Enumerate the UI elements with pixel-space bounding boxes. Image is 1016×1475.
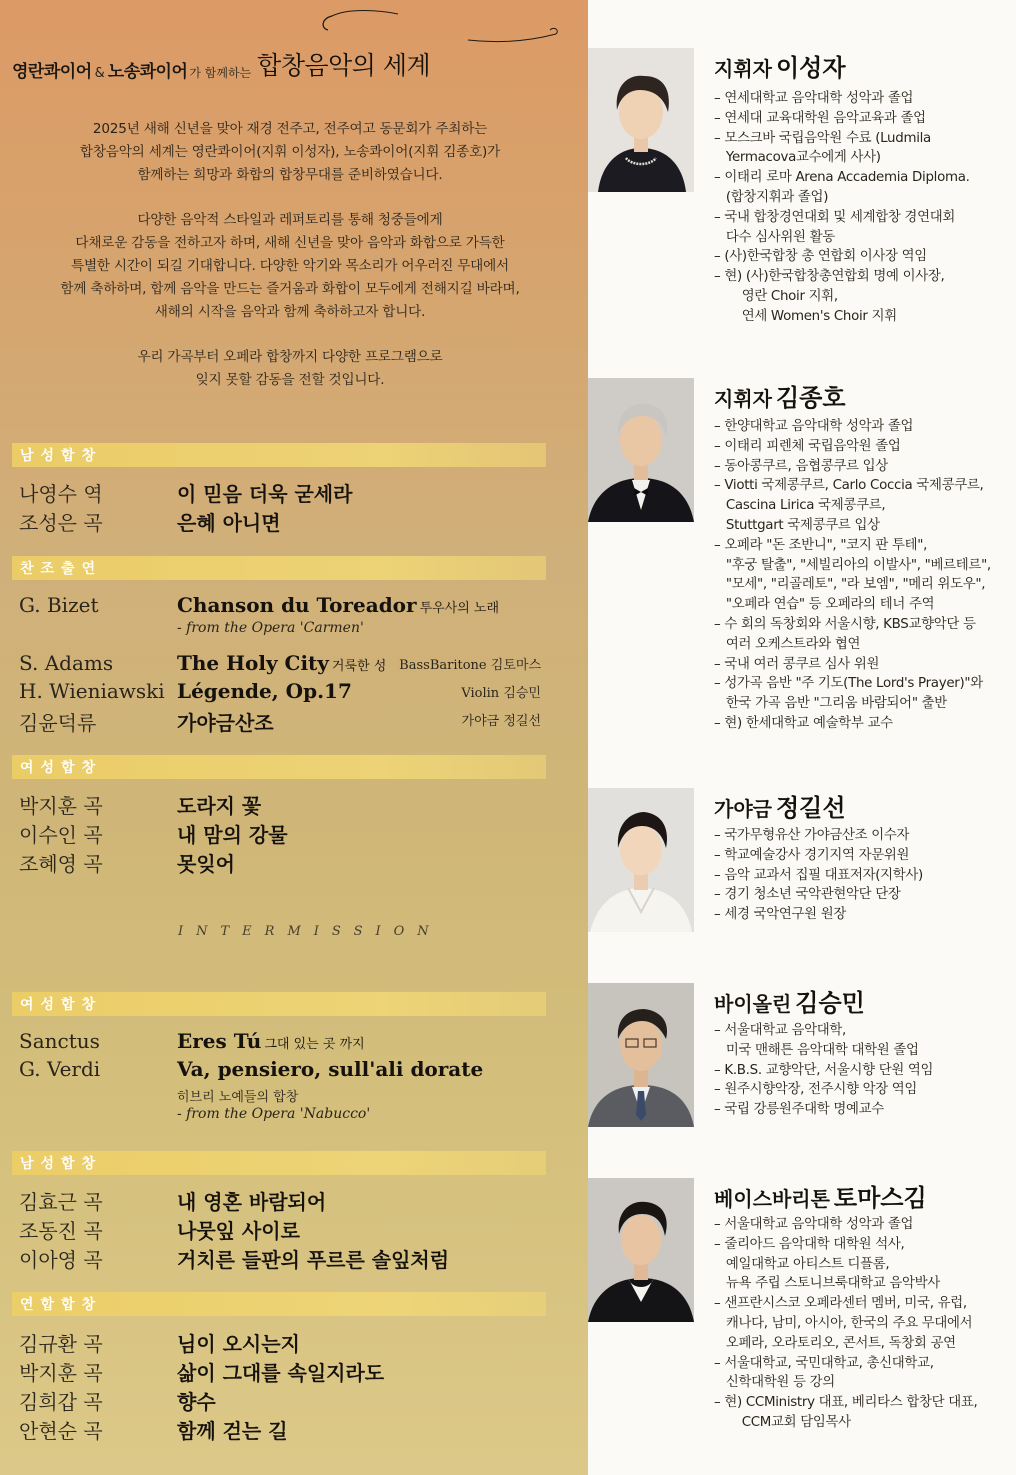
composer: 조성은 곡 <box>19 511 103 535</box>
composer: 김규환 곡 <box>19 1332 103 1356</box>
bio-name: 토마스김 <box>833 1184 927 1212</box>
composer: G. Bizet <box>19 593 99 617</box>
bio-item: – 이태리 로마 Arena Accademia Diploma. <box>714 170 970 186</box>
portrait-photo <box>588 983 694 1127</box>
work-title: 못잊어 <box>177 852 235 876</box>
bio-item: 신학대학원 등 강의 <box>714 1375 835 1391</box>
section-header-joint-choir <box>12 1292 546 1316</box>
bio-item: 예일대학교 아티스트 디플롬, <box>714 1256 890 1272</box>
composer: 김윤덕류 <box>19 711 97 735</box>
bio-item: – 연세대 교육대학원 음악교육과 졸업 <box>714 110 926 126</box>
bio-item: 영란 Choir 지휘, <box>714 288 838 304</box>
ampersand: & <box>94 66 105 81</box>
program-row <box>19 707 559 737</box>
work-title: 이 믿음 더욱 굳세라 <box>177 482 353 506</box>
section-header-guest-performers <box>12 556 546 580</box>
work-title-text: The Holy City <box>177 651 329 675</box>
work-title: 삶이 그대를 속일지라도 <box>177 1361 385 1385</box>
opera-source-note: - from the Opera 'Carmen' <box>177 620 364 636</box>
bio-item: – 국내 합창경연대회 및 세계합창 경연대회 <box>714 209 955 225</box>
composer: 김희갑 곡 <box>19 1390 103 1414</box>
intro-line: 다채로운 감동을 전하고자 하며, 새해 신년을 맞아 음악과 화합으로 가득한 <box>75 235 505 251</box>
section-header-female-choir <box>12 755 546 779</box>
program-row <box>19 848 559 878</box>
composer: 박지훈 곡 <box>19 1361 103 1385</box>
work-title: 내 영혼 바람되어 <box>177 1190 327 1214</box>
bio-item: – 수 회의 독창회와 서울시향, KBS교향악단 등 <box>714 616 976 632</box>
bio-item: – 샌프란시스코 오페라센터 멤버, 미국, 유럽, <box>714 1296 967 1312</box>
bio-item: (합창지휘과 졸업) <box>714 189 829 205</box>
performer-part: Violin <box>461 686 500 701</box>
program-row <box>19 1357 559 1387</box>
composer: Sanctus <box>19 1029 100 1053</box>
bio-item: 캐나다, 남미, 아시아, 한국의 주요 무대에서 <box>714 1315 973 1331</box>
bio-item: – 오페라 "돈 조반니", "코지 판 투테", <box>714 537 928 553</box>
intro-line: 함께 축하하며, 합께 음악을 만드는 즐거움과 화합이 모두에게 전해지길 바라며, <box>60 281 520 297</box>
work-subtitle: 투우사의 노래 <box>419 601 500 616</box>
bio-list <box>714 1215 977 1433</box>
composer: H. Wieniawski <box>19 679 165 703</box>
bio-item: – 학교예술강사 경기지역 자문위원 <box>714 847 910 863</box>
portrait-photo <box>588 378 694 522</box>
bio-item: – 국립 강릉원주대학 명예교수 <box>714 1102 884 1118</box>
composer: 김효근 곡 <box>19 1190 103 1214</box>
bio-item: – 이태리 피렌체 국립음악원 졸업 <box>714 438 901 454</box>
bio-item: – 음악 교과서 집필 대표저자(지학사) <box>714 867 923 883</box>
bio-item: Yermacova교수에게 사사) <box>714 150 881 166</box>
portrait-photo <box>588 788 694 932</box>
bio-item: – 경기 청소년 국악관현악단 단장 <box>714 887 901 903</box>
work-title <box>177 593 499 617</box>
bio-item: – 모스크바 국립음악원 수료 (Ludmila <box>714 130 931 146</box>
bio-item: – 서울대학교 음악대학, <box>714 1023 846 1038</box>
bio-heading <box>714 983 865 1018</box>
bio-item: – 한양대학교 음악대학 성악과 졸업 <box>714 419 914 434</box>
intro-line: 새해의 시작을 음악과 함께 축하하고자 합니다. <box>154 304 426 320</box>
bio-item: – 성가곡 음반 "주 기도(The Lord's Prayer)"와 <box>714 676 983 692</box>
program-row <box>19 1215 559 1245</box>
paragraph-gap <box>10 187 570 209</box>
work-title: 거치른 들판의 푸르른 솔잎처럼 <box>177 1248 450 1272</box>
section-label: 남성합창 <box>20 448 103 464</box>
intermission-label: INTERMISSION <box>178 924 442 939</box>
work-title: 함께 걷는 길 <box>177 1419 288 1443</box>
composer: 조동진 곡 <box>19 1219 103 1243</box>
bio-item: – K.B.S. 교향악단, 서울시향 단원 역임 <box>714 1062 934 1078</box>
program-row <box>19 1029 559 1059</box>
work-title: 님이 오시는지 <box>177 1332 300 1356</box>
bio-item: "모세", "리골레토", "라 보엠", "메리 위도우", <box>714 577 986 593</box>
bio-item: 여러 오케스트라와 협연 <box>714 636 861 652</box>
intro-line: 우리 가곡부터 오페라 합창까지 다양한 프로그램으로 <box>137 349 443 365</box>
intro-line: 다양한 음악적 스타일과 레퍼토리를 통해 청중들에게 <box>137 212 443 228</box>
composer: 박지훈 곡 <box>19 794 103 818</box>
section-header-male-choir-2 <box>12 1151 546 1175</box>
intro-line: 2025년 새해 신년을 맞아 재경 전주고, 전주여고 동문회가 주최하는 <box>92 121 488 137</box>
intro-line: 잊지 못할 감동을 전할 것입니다. <box>195 372 385 388</box>
program-row <box>19 593 559 623</box>
opera-source-note: - from the Opera 'Nabucco' <box>177 1106 371 1122</box>
bio-item: – 연세대학교 음악대학 성악과 졸업 <box>714 91 914 106</box>
program-row <box>19 507 559 537</box>
bio-item: 다수 심사위원 활동 <box>714 229 835 245</box>
composer: 안현순 곡 <box>19 1419 103 1443</box>
work-title: 은혜 아니면 <box>177 511 281 535</box>
bio-role: 지휘자 <box>714 387 772 411</box>
work-title <box>177 1029 365 1053</box>
composer: 조혜영 곡 <box>19 852 103 876</box>
program-row <box>19 1186 559 1216</box>
section-header-male-choir <box>12 443 546 467</box>
bio-item: – 서울대학교, 국민대학교, 총신대학교, <box>714 1355 934 1371</box>
portrait-photo <box>588 48 694 192</box>
program-row <box>19 478 559 508</box>
section-label: 남성합창 <box>20 1156 103 1172</box>
composer: 이수인 곡 <box>19 823 103 847</box>
section-label: 연합합창 <box>20 1297 103 1313</box>
paragraph-gap <box>10 324 570 346</box>
program-row <box>19 1057 559 1087</box>
program-row <box>19 679 559 709</box>
work-title <box>177 651 386 675</box>
performer <box>461 682 541 701</box>
composer: 나영수 역 <box>19 482 103 506</box>
program-row <box>19 790 559 820</box>
bio-item: – 현) (사)한국합창총연합회 명예 이사장, <box>714 269 945 285</box>
work-title-text: Eres Tú <box>177 1029 262 1053</box>
title-joiner: 가 함께하는 <box>189 66 252 80</box>
section-header-female-choir-2 <box>12 992 546 1016</box>
work-title: Va, pensiero, sull'ali dorate <box>177 1057 484 1081</box>
bio-item: – 서울대학교 음악대학 성악과 졸업 <box>714 1217 914 1232</box>
bio-item: CCM교회 담임목사 <box>714 1414 851 1430</box>
bio-item: 오페라, 오라토리오, 콘서트, 독창회 공연 <box>714 1335 956 1351</box>
bio-role: 가야금 <box>714 797 772 821</box>
composer: S. Adams <box>19 651 114 675</box>
work-title: 나뭇잎 사이로 <box>177 1219 300 1243</box>
work-title: 도라지 꽃 <box>177 794 262 818</box>
program-row <box>19 1386 559 1416</box>
bio-item: Stuttgart 국제콩쿠르 입상 <box>714 517 880 533</box>
bio-item: – (사)한국합창 총 연합회 이사장 역임 <box>714 249 927 265</box>
bio-item: – 현) CCMinistry 대표, 베리타스 합창단 대표, <box>714 1395 978 1411</box>
work-title: 가야금산조 <box>177 711 274 735</box>
program-row <box>19 1244 559 1274</box>
bio-list <box>714 826 923 925</box>
composer: G. Verdi <box>19 1057 101 1081</box>
work-title: Légende, Op.17 <box>177 679 352 703</box>
bio-item: "후궁 탈출", "세빌리아의 이발사", "베르테르", <box>714 557 991 573</box>
bio-item: 연세 Women's Choir 지휘 <box>714 308 897 324</box>
section-label: 여성합창 <box>20 760 103 776</box>
performer-name: 김승민 <box>503 686 541 701</box>
bio-item: 미국 맨해튼 음악대학 대학원 졸업 <box>714 1042 919 1058</box>
section-label: 찬조출연 <box>20 561 103 577</box>
bio-item: – 세경 국악연구원 원장 <box>714 907 846 923</box>
intro-line: 특별한 시간이 되길 기대합니다. 다양한 악기와 목소리가 어우러진 무대에서 <box>71 258 509 274</box>
bio-name: 정길선 <box>775 794 846 822</box>
bio-item: Cascina Lirica 국제콩쿠르, <box>714 498 886 514</box>
bio-item: – 원주시향악장, 전주시향 악장 역임 <box>714 1082 918 1098</box>
title-swash-ornament <box>318 0 562 48</box>
work-subtitle: 그대 있는 곳 까지 <box>264 1037 365 1052</box>
performer-name: 김토마스 <box>490 658 541 673</box>
work-title: 향수 <box>177 1390 216 1414</box>
bio-role: 바이올린 <box>714 992 792 1016</box>
bio-heading <box>714 378 846 413</box>
intro-line: 함께하는 희망과 화합의 합창무대를 준비하였습니다. <box>137 167 443 183</box>
bio-list <box>714 89 970 327</box>
program-row <box>19 651 559 681</box>
program-row <box>19 1415 559 1445</box>
bio-item: 한국 가곡 음반 "그리움 바람되어" 출반 <box>714 696 947 712</box>
bio-role: 지휘자 <box>714 57 772 81</box>
choir-name-2: 노송콰이어 <box>107 62 188 82</box>
bio-heading <box>714 48 846 83</box>
intro-text <box>10 118 570 392</box>
bio-item: "오페라 연습" 등 오페라의 테너 주역 <box>714 597 935 613</box>
bio-item: – 줄리아드 음악대학 대학원 석사, <box>714 1236 905 1252</box>
composer: 이아영 곡 <box>19 1248 103 1272</box>
portrait-photo <box>588 1178 694 1322</box>
bio-name: 김승민 <box>795 989 865 1017</box>
bio-heading <box>714 1178 927 1213</box>
bio-item: – 국내 여러 콩쿠르 심사 위원 <box>714 656 880 672</box>
work-subtitle: 거룩한 성 <box>331 659 387 674</box>
section-label: 여성합창 <box>20 997 103 1013</box>
bio-item: – 현) 한세대학교 예술학부 교수 <box>714 715 893 731</box>
main-title: 합창음악의 세계 <box>257 51 431 80</box>
bio-name: 이성자 <box>775 54 846 82</box>
program-row <box>19 819 559 849</box>
bio-item: – 동아콩쿠르, 음협콩쿠르 입상 <box>714 458 888 474</box>
program-row <box>19 1328 559 1358</box>
performer <box>399 654 541 673</box>
bio-heading <box>714 788 846 823</box>
intro-line: 합창음악의 세계는 영란콰이어(지휘 이성자), 노송콰이어(지휘 김종호)가 <box>79 144 501 160</box>
performer-bios-panel <box>588 0 1016 1475</box>
bio-list <box>714 1021 933 1120</box>
choir-name-1: 영란콰이어 <box>12 62 92 82</box>
bio-role: 베이스바리톤 <box>714 1187 830 1211</box>
performer-part: BassBaritone <box>399 658 487 673</box>
work-korean-title: 히브리 노예들의 합창 <box>177 1090 299 1105</box>
bio-item: – Viotti 국제콩쿠르, Carlo Coccia 국제콩쿠르, <box>714 478 984 494</box>
bio-item: 뉴욕 주립 스토니브룩대학교 음악박사 <box>714 1276 940 1292</box>
work-title: 내 맘의 강물 <box>177 823 288 847</box>
bio-name: 김종호 <box>775 384 846 412</box>
bio-list <box>714 417 991 734</box>
performer: 가야금 정길선 <box>461 714 541 729</box>
bio-item: – 국가무형유산 가야금산조 이수자 <box>714 828 910 843</box>
work-title-text: Chanson du Toreador <box>177 593 417 617</box>
